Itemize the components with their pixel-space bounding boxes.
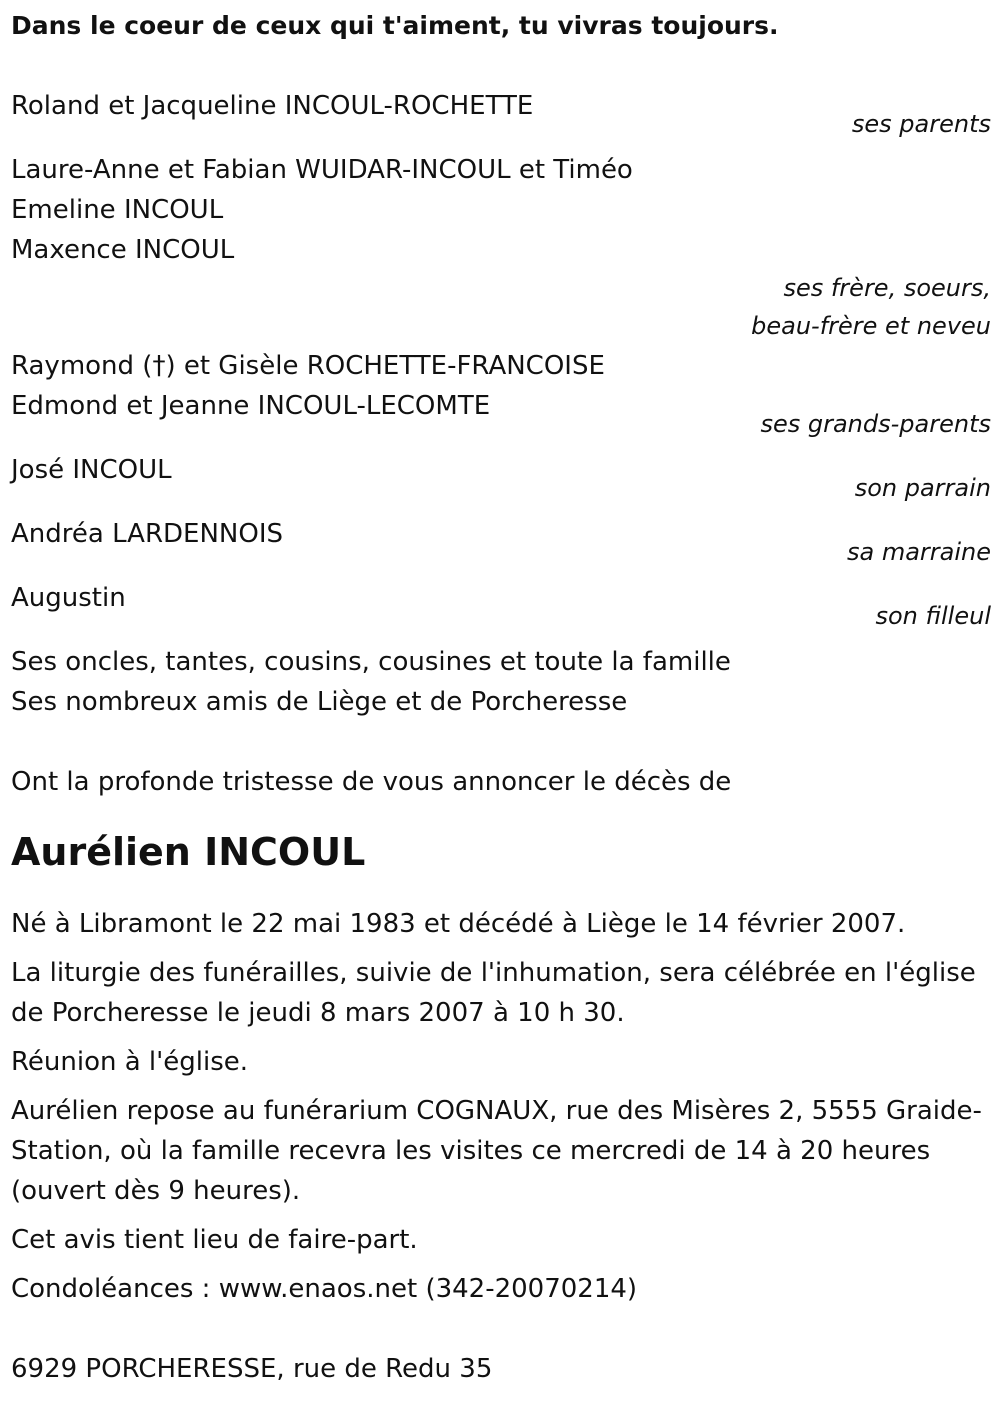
family-group-godson xyxy=(11,578,991,628)
family-name-line: Raymond (†) et Gisèle ROCHETTE-FRANCOISE xyxy=(11,351,605,381)
announcement xyxy=(11,762,991,802)
relation-label: ses grands-parents xyxy=(760,410,991,438)
relation-label: beau-frère et neveu xyxy=(751,312,991,340)
family-name-line: Laure-Anne et Fabian WUIDAR-INCOUL et Timéo xyxy=(11,155,633,185)
extended-family xyxy=(11,642,991,722)
family-group-grandparents xyxy=(11,346,991,436)
family-line: Ses nombreux amis de Liège et de Porcheresse xyxy=(11,687,628,717)
relation-label: son filleul xyxy=(875,602,991,630)
relation-label: ses frère, soeurs, xyxy=(783,274,991,302)
address: 6929 PORCHERESSE, rue de Redu 35 xyxy=(11,1354,493,1384)
family-name-line: Edmond et Jeanne INCOUL-LECOMTE xyxy=(11,391,491,421)
epigraph: Dans le coeur de ceux qui t'aiment, tu vivras toujours. xyxy=(11,11,779,40)
birth-death-paragraph: Né à Libramont le 22 mai 1983 et décédé à Liège le 14 février 2007. xyxy=(11,909,906,939)
family-name-line: Maxence INCOUL xyxy=(11,235,235,265)
obituary-notice xyxy=(11,6,991,1389)
family-line: Ses oncles, tantes, cousins, cousines et toute la famille xyxy=(11,647,731,677)
relation-label: sa marraine xyxy=(846,538,991,566)
family-name-line: Augustin xyxy=(11,583,126,613)
relation-label: son parrain xyxy=(854,474,991,502)
family-group-godfather xyxy=(11,450,991,500)
announcement-text: Ont la profonde tristesse de vous annoncer le décès de xyxy=(11,767,732,797)
spacer xyxy=(11,722,991,762)
family-name-line: José INCOUL xyxy=(11,455,172,485)
spacer xyxy=(11,1318,991,1349)
family-name-line: Roland et Jacqueline INCOUL-ROCHETTE xyxy=(11,91,534,121)
family-name-line: Andréa LARDENNOIS xyxy=(11,519,283,549)
family-name-line: Emeline INCOUL xyxy=(11,195,224,225)
notice-paragraph: Cet avis tient lieu de faire-part. xyxy=(11,1225,418,1255)
family-group-godmother xyxy=(11,514,991,564)
funeral-home-paragraph: Aurélien repose au funérarium COGNAUX, rue des Misères 2, 5555 Graide-Station, où la famille recevra les visites ce mercredi de 14 à 20 heures (ouvert dès 9 heures). xyxy=(11,1096,982,1206)
condolences-paragraph: Condoléances : www.enaos.net (342-20070214) xyxy=(11,1274,638,1304)
funeral-paragraph: La liturgie des funérailles, suivie de l'inhumation, sera célébrée en l'église de Porcheresse le jeudi 8 mars 2007 à 10 h 30. xyxy=(11,958,976,1028)
meeting-paragraph: Réunion à l'église. xyxy=(11,1047,249,1077)
deceased-name: Aurélien INCOUL xyxy=(11,830,366,874)
family-group-parents xyxy=(11,86,991,136)
relation-label: ses parents xyxy=(851,110,991,138)
family-group-siblings xyxy=(11,150,991,346)
